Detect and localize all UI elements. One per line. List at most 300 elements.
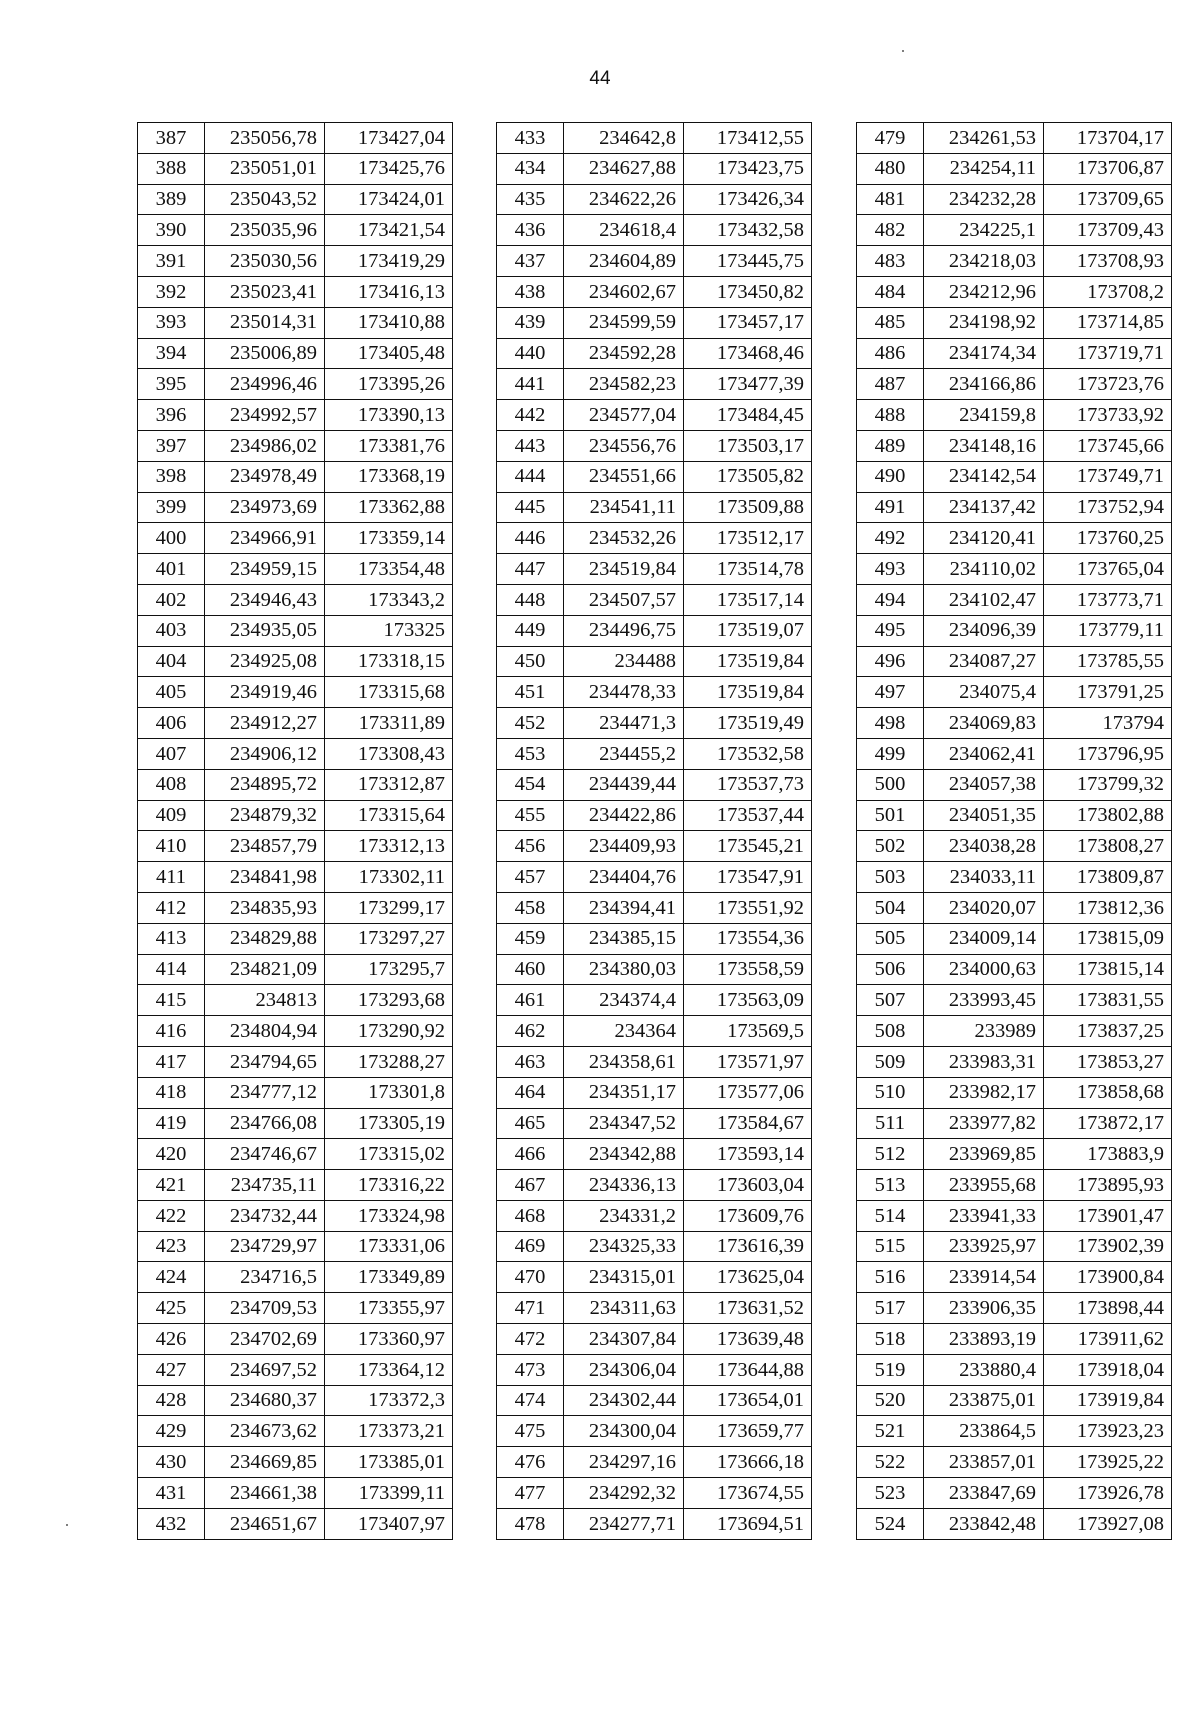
x-coordinate-cell: 234592,28 bbox=[564, 338, 684, 369]
point-number-cell: 401 bbox=[138, 554, 205, 585]
point-number-cell: 433 bbox=[497, 123, 564, 154]
point-number-cell: 435 bbox=[497, 184, 564, 215]
point-number-cell: 522 bbox=[857, 1447, 924, 1478]
point-number-cell: 490 bbox=[857, 461, 924, 492]
y-coordinate-cell: 173519,07 bbox=[684, 615, 812, 646]
point-number-cell: 398 bbox=[138, 461, 205, 492]
x-coordinate-cell: 234794,65 bbox=[205, 1046, 325, 1077]
x-coordinate-cell: 233925,97 bbox=[924, 1231, 1044, 1262]
table-row bbox=[138, 554, 453, 585]
y-coordinate-cell: 173290,92 bbox=[325, 1016, 453, 1047]
table-row bbox=[857, 307, 1172, 338]
x-coordinate-cell: 234069,83 bbox=[924, 708, 1044, 739]
x-coordinate-cell: 234455,2 bbox=[564, 738, 684, 769]
x-coordinate-cell: 234959,15 bbox=[205, 554, 325, 585]
table-row bbox=[138, 307, 453, 338]
table-row bbox=[138, 1016, 453, 1047]
table-row bbox=[138, 1508, 453, 1539]
x-coordinate-cell: 234471,3 bbox=[564, 708, 684, 739]
table-row bbox=[138, 892, 453, 923]
table-row bbox=[138, 954, 453, 985]
y-coordinate-cell: 173926,78 bbox=[1044, 1478, 1172, 1509]
point-number-cell: 449 bbox=[497, 615, 564, 646]
y-coordinate-cell: 173765,04 bbox=[1044, 554, 1172, 585]
x-coordinate-cell: 233847,69 bbox=[924, 1478, 1044, 1509]
table-row bbox=[857, 831, 1172, 862]
x-coordinate-cell: 234541,11 bbox=[564, 492, 684, 523]
table-row bbox=[138, 246, 453, 277]
table-row bbox=[138, 646, 453, 677]
y-coordinate-cell: 173760,25 bbox=[1044, 523, 1172, 554]
y-coordinate-cell: 173584,67 bbox=[684, 1108, 812, 1139]
x-coordinate-cell: 234746,67 bbox=[205, 1139, 325, 1170]
x-coordinate-cell: 234020,07 bbox=[924, 892, 1044, 923]
table-row bbox=[138, 123, 453, 154]
x-coordinate-cell: 233875,01 bbox=[924, 1385, 1044, 1416]
point-number-cell: 521 bbox=[857, 1416, 924, 1447]
table-row bbox=[138, 215, 453, 246]
y-coordinate-cell: 173883,9 bbox=[1044, 1139, 1172, 1170]
point-number-cell: 495 bbox=[857, 615, 924, 646]
x-coordinate-cell: 234912,27 bbox=[205, 708, 325, 739]
point-number-cell: 400 bbox=[138, 523, 205, 554]
x-coordinate-cell: 235030,56 bbox=[205, 246, 325, 277]
x-coordinate-cell: 234075,4 bbox=[924, 677, 1044, 708]
point-number-cell: 389 bbox=[138, 184, 205, 215]
x-coordinate-cell: 234919,46 bbox=[205, 677, 325, 708]
point-number-cell: 444 bbox=[497, 461, 564, 492]
x-coordinate-cell: 234364 bbox=[564, 1016, 684, 1047]
point-number-cell: 406 bbox=[138, 708, 205, 739]
table-row bbox=[497, 1478, 812, 1509]
x-coordinate-cell: 234087,27 bbox=[924, 646, 1044, 677]
y-coordinate-cell: 173424,01 bbox=[325, 184, 453, 215]
y-coordinate-cell: 173354,48 bbox=[325, 554, 453, 585]
point-number-cell: 443 bbox=[497, 430, 564, 461]
table-row bbox=[857, 738, 1172, 769]
y-coordinate-cell: 173368,19 bbox=[325, 461, 453, 492]
table-row bbox=[497, 307, 812, 338]
point-number-cell: 505 bbox=[857, 923, 924, 954]
y-coordinate-cell: 173301,8 bbox=[325, 1077, 453, 1108]
table-row bbox=[497, 1508, 812, 1539]
x-coordinate-cell: 234351,17 bbox=[564, 1077, 684, 1108]
table-row bbox=[497, 554, 812, 585]
x-coordinate-cell: 234766,08 bbox=[205, 1108, 325, 1139]
table-row bbox=[138, 369, 453, 400]
table-row bbox=[497, 1262, 812, 1293]
point-number-cell: 429 bbox=[138, 1416, 205, 1447]
x-coordinate-cell: 234225,1 bbox=[924, 215, 1044, 246]
point-number-cell: 524 bbox=[857, 1508, 924, 1539]
point-number-cell: 397 bbox=[138, 430, 205, 461]
y-coordinate-cell: 173514,78 bbox=[684, 554, 812, 585]
point-number-cell: 399 bbox=[138, 492, 205, 523]
y-coordinate-cell: 173359,14 bbox=[325, 523, 453, 554]
y-coordinate-cell: 173318,15 bbox=[325, 646, 453, 677]
x-coordinate-cell: 234159,8 bbox=[924, 400, 1044, 431]
y-coordinate-cell: 173416,13 bbox=[325, 276, 453, 307]
point-number-cell: 460 bbox=[497, 954, 564, 985]
point-number-cell: 488 bbox=[857, 400, 924, 431]
x-coordinate-cell: 234057,38 bbox=[924, 769, 1044, 800]
x-coordinate-cell: 234602,67 bbox=[564, 276, 684, 307]
x-coordinate-cell: 234996,46 bbox=[205, 369, 325, 400]
point-number-cell: 428 bbox=[138, 1385, 205, 1416]
table-row bbox=[138, 1478, 453, 1509]
table-row bbox=[138, 153, 453, 184]
point-number-cell: 461 bbox=[497, 985, 564, 1016]
table-row bbox=[497, 615, 812, 646]
table-row bbox=[497, 184, 812, 215]
table-row bbox=[497, 369, 812, 400]
x-coordinate-cell: 235023,41 bbox=[205, 276, 325, 307]
y-coordinate-cell: 173577,06 bbox=[684, 1077, 812, 1108]
x-coordinate-cell: 234277,71 bbox=[564, 1508, 684, 1539]
table-row bbox=[497, 430, 812, 461]
coordinates-table-3 bbox=[856, 122, 1172, 1540]
x-coordinate-cell: 234841,98 bbox=[205, 862, 325, 893]
y-coordinate-cell: 173603,04 bbox=[684, 1170, 812, 1201]
point-number-cell: 467 bbox=[497, 1170, 564, 1201]
y-coordinate-cell: 173427,04 bbox=[325, 123, 453, 154]
x-coordinate-cell: 234051,35 bbox=[924, 800, 1044, 831]
point-number-cell: 519 bbox=[857, 1354, 924, 1385]
y-coordinate-cell: 173666,18 bbox=[684, 1447, 812, 1478]
table-row bbox=[857, 769, 1172, 800]
table-row bbox=[138, 1108, 453, 1139]
y-coordinate-cell: 173794 bbox=[1044, 708, 1172, 739]
table-row bbox=[138, 492, 453, 523]
y-coordinate-cell: 173405,48 bbox=[325, 338, 453, 369]
y-coordinate-cell: 173733,92 bbox=[1044, 400, 1172, 431]
y-coordinate-cell: 173918,04 bbox=[1044, 1354, 1172, 1385]
point-number-cell: 453 bbox=[497, 738, 564, 769]
y-coordinate-cell: 173381,76 bbox=[325, 430, 453, 461]
x-coordinate-cell: 234857,79 bbox=[205, 831, 325, 862]
point-number-cell: 423 bbox=[138, 1231, 205, 1262]
point-number-cell: 470 bbox=[497, 1262, 564, 1293]
point-number-cell: 438 bbox=[497, 276, 564, 307]
y-coordinate-cell: 173808,27 bbox=[1044, 831, 1172, 862]
x-coordinate-cell: 233983,31 bbox=[924, 1046, 1044, 1077]
y-coordinate-cell: 173512,17 bbox=[684, 523, 812, 554]
y-coordinate-cell: 173616,39 bbox=[684, 1231, 812, 1262]
x-coordinate-cell: 234935,05 bbox=[205, 615, 325, 646]
y-coordinate-cell: 173412,55 bbox=[684, 123, 812, 154]
y-coordinate-cell: 173749,71 bbox=[1044, 461, 1172, 492]
y-coordinate-cell: 173509,88 bbox=[684, 492, 812, 523]
table-row bbox=[857, 954, 1172, 985]
y-coordinate-cell: 173331,06 bbox=[325, 1231, 453, 1262]
point-number-cell: 516 bbox=[857, 1262, 924, 1293]
x-coordinate-cell: 234813 bbox=[205, 985, 325, 1016]
y-coordinate-cell: 173532,58 bbox=[684, 738, 812, 769]
table-row bbox=[138, 1385, 453, 1416]
x-coordinate-cell: 234622,26 bbox=[564, 184, 684, 215]
y-coordinate-cell: 173723,76 bbox=[1044, 369, 1172, 400]
table-row bbox=[497, 1324, 812, 1355]
table-row bbox=[497, 985, 812, 1016]
point-number-cell: 517 bbox=[857, 1293, 924, 1324]
x-coordinate-cell: 234302,44 bbox=[564, 1385, 684, 1416]
x-coordinate-cell: 234478,33 bbox=[564, 677, 684, 708]
y-coordinate-cell: 173484,45 bbox=[684, 400, 812, 431]
table-row bbox=[138, 1077, 453, 1108]
point-number-cell: 411 bbox=[138, 862, 205, 893]
point-number-cell: 483 bbox=[857, 246, 924, 277]
x-coordinate-cell: 234358,61 bbox=[564, 1046, 684, 1077]
y-coordinate-cell: 173654,01 bbox=[684, 1385, 812, 1416]
y-coordinate-cell: 173426,34 bbox=[684, 184, 812, 215]
point-number-cell: 502 bbox=[857, 831, 924, 862]
table-row bbox=[497, 1200, 812, 1231]
y-coordinate-cell: 173295,7 bbox=[325, 954, 453, 985]
x-coordinate-cell: 234038,28 bbox=[924, 831, 1044, 862]
y-coordinate-cell: 173898,44 bbox=[1044, 1293, 1172, 1324]
point-number-cell: 469 bbox=[497, 1231, 564, 1262]
y-coordinate-cell: 173308,43 bbox=[325, 738, 453, 769]
y-coordinate-cell: 173714,85 bbox=[1044, 307, 1172, 338]
y-coordinate-cell: 173752,94 bbox=[1044, 492, 1172, 523]
x-coordinate-cell: 234697,52 bbox=[205, 1354, 325, 1385]
y-coordinate-cell: 173853,27 bbox=[1044, 1046, 1172, 1077]
point-number-cell: 480 bbox=[857, 153, 924, 184]
table-row bbox=[857, 276, 1172, 307]
point-number-cell: 387 bbox=[138, 123, 205, 154]
table-row bbox=[857, 461, 1172, 492]
point-number-cell: 450 bbox=[497, 646, 564, 677]
x-coordinate-cell: 234627,88 bbox=[564, 153, 684, 184]
table-row bbox=[857, 1416, 1172, 1447]
table-row bbox=[857, 1200, 1172, 1231]
y-coordinate-cell: 173355,97 bbox=[325, 1293, 453, 1324]
table-row bbox=[857, 430, 1172, 461]
y-coordinate-cell: 173315,64 bbox=[325, 800, 453, 831]
point-number-cell: 513 bbox=[857, 1170, 924, 1201]
point-number-cell: 474 bbox=[497, 1385, 564, 1416]
table-row bbox=[497, 831, 812, 862]
x-coordinate-cell: 234732,44 bbox=[205, 1200, 325, 1231]
point-number-cell: 509 bbox=[857, 1046, 924, 1077]
table-row bbox=[138, 523, 453, 554]
y-coordinate-cell: 173519,84 bbox=[684, 677, 812, 708]
table-row bbox=[857, 554, 1172, 585]
table-row bbox=[138, 1046, 453, 1077]
table-row bbox=[138, 1416, 453, 1447]
x-coordinate-cell: 234992,57 bbox=[205, 400, 325, 431]
x-coordinate-cell: 233893,19 bbox=[924, 1324, 1044, 1355]
x-coordinate-cell: 234232,28 bbox=[924, 184, 1044, 215]
table-row bbox=[497, 1293, 812, 1324]
point-number-cell: 430 bbox=[138, 1447, 205, 1478]
table-row bbox=[857, 800, 1172, 831]
x-coordinate-cell: 234978,49 bbox=[205, 461, 325, 492]
point-number-cell: 402 bbox=[138, 584, 205, 615]
point-number-cell: 390 bbox=[138, 215, 205, 246]
point-number-cell: 506 bbox=[857, 954, 924, 985]
y-coordinate-cell: 173503,17 bbox=[684, 430, 812, 461]
y-coordinate-cell: 173815,14 bbox=[1044, 954, 1172, 985]
point-number-cell: 437 bbox=[497, 246, 564, 277]
point-number-cell: 408 bbox=[138, 769, 205, 800]
y-coordinate-cell: 173901,47 bbox=[1044, 1200, 1172, 1231]
x-coordinate-cell: 234532,26 bbox=[564, 523, 684, 554]
point-number-cell: 432 bbox=[138, 1508, 205, 1539]
point-number-cell: 464 bbox=[497, 1077, 564, 1108]
y-coordinate-cell: 173923,23 bbox=[1044, 1416, 1172, 1447]
point-number-cell: 419 bbox=[138, 1108, 205, 1139]
y-coordinate-cell: 173547,91 bbox=[684, 862, 812, 893]
x-coordinate-cell: 234821,09 bbox=[205, 954, 325, 985]
point-number-cell: 484 bbox=[857, 276, 924, 307]
y-coordinate-cell: 173423,75 bbox=[684, 153, 812, 184]
y-coordinate-cell: 173708,2 bbox=[1044, 276, 1172, 307]
y-coordinate-cell: 173745,66 bbox=[1044, 430, 1172, 461]
point-number-cell: 520 bbox=[857, 1385, 924, 1416]
x-coordinate-cell: 234297,16 bbox=[564, 1447, 684, 1478]
x-coordinate-cell: 234729,97 bbox=[205, 1231, 325, 1262]
x-coordinate-cell: 234102,47 bbox=[924, 584, 1044, 615]
x-coordinate-cell: 234651,67 bbox=[205, 1508, 325, 1539]
y-coordinate-cell: 173719,71 bbox=[1044, 338, 1172, 369]
point-number-cell: 523 bbox=[857, 1478, 924, 1509]
x-coordinate-cell: 234300,04 bbox=[564, 1416, 684, 1447]
point-number-cell: 393 bbox=[138, 307, 205, 338]
y-coordinate-cell: 173293,68 bbox=[325, 985, 453, 1016]
y-coordinate-cell: 173349,89 bbox=[325, 1262, 453, 1293]
x-coordinate-cell: 234347,52 bbox=[564, 1108, 684, 1139]
point-number-cell: 494 bbox=[857, 584, 924, 615]
table-row bbox=[138, 400, 453, 431]
table-row bbox=[857, 708, 1172, 739]
x-coordinate-cell: 234618,4 bbox=[564, 215, 684, 246]
point-number-cell: 514 bbox=[857, 1200, 924, 1231]
point-number-cell: 477 bbox=[497, 1478, 564, 1509]
point-number-cell: 434 bbox=[497, 153, 564, 184]
x-coordinate-cell: 233906,35 bbox=[924, 1293, 1044, 1324]
point-number-cell: 510 bbox=[857, 1077, 924, 1108]
x-coordinate-cell: 234946,43 bbox=[205, 584, 325, 615]
x-coordinate-cell: 234716,5 bbox=[205, 1262, 325, 1293]
y-coordinate-cell: 173450,82 bbox=[684, 276, 812, 307]
x-coordinate-cell: 234669,85 bbox=[205, 1447, 325, 1478]
point-number-cell: 493 bbox=[857, 554, 924, 585]
x-coordinate-cell: 234879,32 bbox=[205, 800, 325, 831]
point-number-cell: 447 bbox=[497, 554, 564, 585]
point-number-cell: 472 bbox=[497, 1324, 564, 1355]
table-row bbox=[857, 892, 1172, 923]
y-coordinate-cell: 173517,14 bbox=[684, 584, 812, 615]
table-row bbox=[857, 862, 1172, 893]
x-coordinate-cell: 234673,62 bbox=[205, 1416, 325, 1447]
point-number-cell: 508 bbox=[857, 1016, 924, 1047]
table-row bbox=[138, 738, 453, 769]
table-row bbox=[138, 800, 453, 831]
point-number-cell: 451 bbox=[497, 677, 564, 708]
x-coordinate-cell: 234551,66 bbox=[564, 461, 684, 492]
point-number-cell: 504 bbox=[857, 892, 924, 923]
y-coordinate-cell: 173644,88 bbox=[684, 1354, 812, 1385]
y-coordinate-cell: 173919,84 bbox=[1044, 1385, 1172, 1416]
table-row bbox=[138, 1170, 453, 1201]
x-coordinate-cell: 234306,04 bbox=[564, 1354, 684, 1385]
x-coordinate-cell: 234519,84 bbox=[564, 554, 684, 585]
x-coordinate-cell: 234829,88 bbox=[205, 923, 325, 954]
table-row bbox=[138, 184, 453, 215]
table-row bbox=[138, 1231, 453, 1262]
y-coordinate-cell: 173419,29 bbox=[325, 246, 453, 277]
x-coordinate-cell: 234661,38 bbox=[205, 1478, 325, 1509]
x-coordinate-cell: 234315,01 bbox=[564, 1262, 684, 1293]
table-row bbox=[857, 523, 1172, 554]
x-coordinate-cell: 234033,11 bbox=[924, 862, 1044, 893]
table-row bbox=[497, 400, 812, 431]
table-row bbox=[857, 1324, 1172, 1355]
y-coordinate-cell: 173812,36 bbox=[1044, 892, 1172, 923]
point-number-cell: 455 bbox=[497, 800, 564, 831]
x-coordinate-cell: 234409,93 bbox=[564, 831, 684, 862]
x-coordinate-cell: 234096,39 bbox=[924, 615, 1044, 646]
y-coordinate-cell: 173305,19 bbox=[325, 1108, 453, 1139]
table-row bbox=[497, 1354, 812, 1385]
x-coordinate-cell: 233982,17 bbox=[924, 1077, 1044, 1108]
y-coordinate-cell: 173815,09 bbox=[1044, 923, 1172, 954]
table-row bbox=[138, 708, 453, 739]
table-row bbox=[857, 1170, 1172, 1201]
point-number-cell: 440 bbox=[497, 338, 564, 369]
table-row bbox=[138, 1324, 453, 1355]
y-coordinate-cell: 173302,11 bbox=[325, 862, 453, 893]
table-row bbox=[857, 1077, 1172, 1108]
x-coordinate-cell: 234895,72 bbox=[205, 769, 325, 800]
table-row bbox=[857, 1139, 1172, 1170]
table-row bbox=[857, 246, 1172, 277]
point-number-cell: 405 bbox=[138, 677, 205, 708]
table-row bbox=[497, 1016, 812, 1047]
x-coordinate-cell: 234422,86 bbox=[564, 800, 684, 831]
point-number-cell: 409 bbox=[138, 800, 205, 831]
table-row bbox=[857, 677, 1172, 708]
x-coordinate-cell: 234507,57 bbox=[564, 584, 684, 615]
y-coordinate-cell: 173779,11 bbox=[1044, 615, 1172, 646]
table-row bbox=[497, 1046, 812, 1077]
y-coordinate-cell: 173569,5 bbox=[684, 1016, 812, 1047]
x-coordinate-cell: 234777,12 bbox=[205, 1077, 325, 1108]
x-coordinate-cell: 234604,89 bbox=[564, 246, 684, 277]
x-coordinate-cell: 234577,04 bbox=[564, 400, 684, 431]
table-row bbox=[497, 800, 812, 831]
point-number-cell: 436 bbox=[497, 215, 564, 246]
point-number-cell: 473 bbox=[497, 1354, 564, 1385]
y-coordinate-cell: 173639,48 bbox=[684, 1324, 812, 1355]
point-number-cell: 501 bbox=[857, 800, 924, 831]
y-coordinate-cell: 173802,88 bbox=[1044, 800, 1172, 831]
table-row bbox=[138, 430, 453, 461]
y-coordinate-cell: 173362,88 bbox=[325, 492, 453, 523]
point-number-cell: 499 bbox=[857, 738, 924, 769]
coordinates-table-1 bbox=[137, 122, 453, 1540]
point-number-cell: 507 bbox=[857, 985, 924, 1016]
point-number-cell: 391 bbox=[138, 246, 205, 277]
x-coordinate-cell: 234439,44 bbox=[564, 769, 684, 800]
point-number-cell: 515 bbox=[857, 1231, 924, 1262]
y-coordinate-cell: 173796,95 bbox=[1044, 738, 1172, 769]
y-coordinate-cell: 173372,3 bbox=[325, 1385, 453, 1416]
point-number-cell: 465 bbox=[497, 1108, 564, 1139]
point-number-cell: 425 bbox=[138, 1293, 205, 1324]
point-number-cell: 458 bbox=[497, 892, 564, 923]
